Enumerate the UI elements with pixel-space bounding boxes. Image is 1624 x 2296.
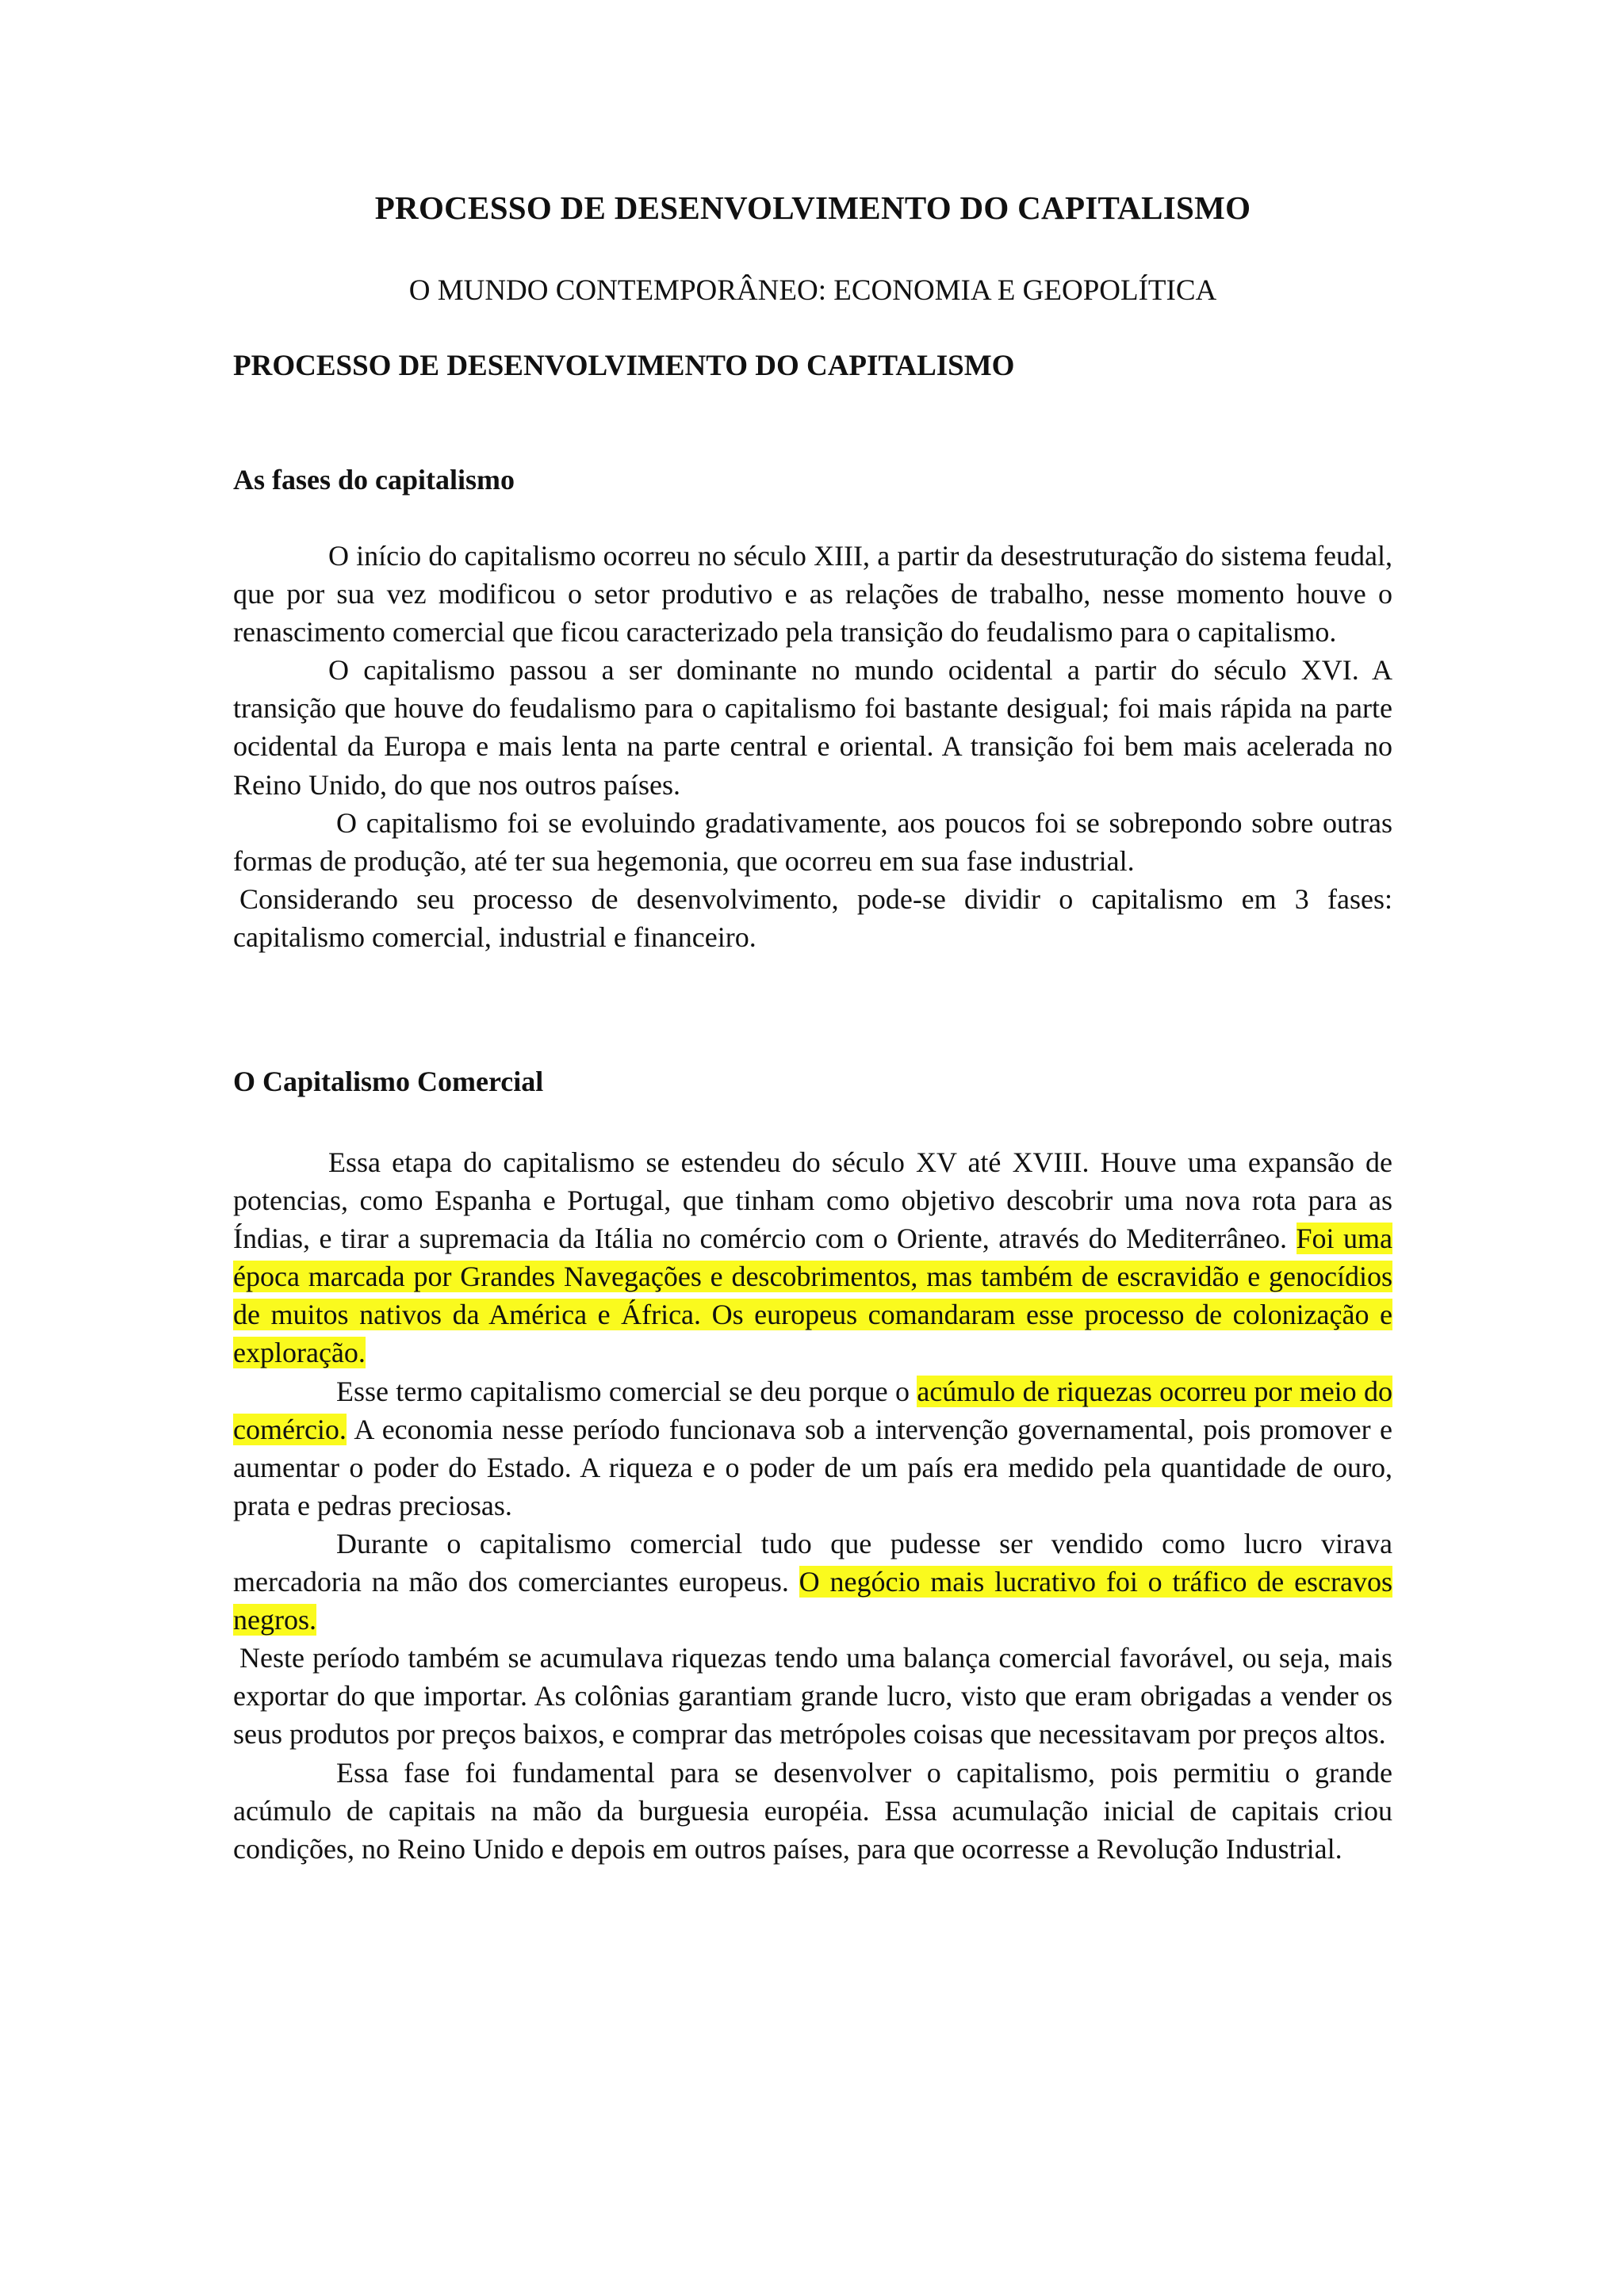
comercial-p2-text-b: A economia nesse período funcionava sob a intervenção governamental, pois promover e aumentar o poder do Estado. A riqueza e o poder de um país era medido pela quantidade de ouro, prata e pedras preciosas. [233, 1413, 1392, 1521]
highlight-navegacoes: Foi uma época marcada por Grandes Navegações e descobrimentos, mas também de escravidão e genocídios de muitos nativos da América e África. Os europeus comandaram esse processo de colonização e exploração. [233, 1223, 1392, 1369]
comercial-p3-text: Durante o capitalismo comercial tudo que pudesse ser vendido como lucro virava mercadoria na mão dos comerciantes europeus. [233, 1527, 1392, 1598]
comercial-paragraph-3 [233, 1525, 1392, 1639]
fases-paragraph-4: Considerando seu processo de desenvolvimento, pode-se dividir o capitalismo em 3 fases: capitalismo comercial, industrial e financeiro. [233, 882, 1392, 953]
heading-fases: As fases do capitalismo [233, 464, 515, 496]
heading-comercial: O Capitalismo Comercial [233, 1066, 544, 1097]
comercial-p2-text-a: Esse termo capitalismo comercial se deu porque o [336, 1375, 917, 1407]
highlight-trafico: O negócio mais lucrativo foi o tráfico de escravos negros. [233, 1566, 1393, 1636]
comercial-p1-text: Essa etapa do capitalismo se estendeu do século XV até XVIII. Houve uma expansão de potencias, como Espanha e Portugal, que tinham como objetivo descobrir uma nova rota para as Índias, e tirar a supremacia da Itália no comércio com o Oriente, através do Mediterrâneo. [233, 1146, 1392, 1255]
comercial-paragraph-1 [233, 1143, 1392, 1372]
document-title: PROCESSO DE DESENVOLVIMENTO DO CAPITALISMO [374, 189, 1251, 226]
comercial-body [233, 1143, 1392, 1868]
comercial-paragraph-2 [233, 1372, 1392, 1525]
fases-paragraph-3: O capitalismo foi se evoluindo gradativamente, aos poucos foi se sobrepondo sobre outras formas de produção, até ter sua hegemonia, que ocorreu em sua fase industrial. [233, 806, 1392, 877]
fases-paragraph-1: O início do capitalismo ocorreu no século XIII, a partir da desestruturação do sistema feudal, que por sua vez modificou o setor produtivo e as relações de trabalho, nesse momento houve o renascimento comercial que ficou caracterizado pela transição do feudalismo para o capitalismo. [233, 540, 1392, 649]
fases-body [233, 537, 1392, 956]
section-title: PROCESSO DE DESENVOLVIMENTO DO CAPITALISMO [233, 350, 1015, 382]
highlight-acumulo: acúmulo de riquezas ocorreu por meio do comércio. [233, 1375, 1393, 1445]
comercial-paragraph-5: Essa fase foi fundamental para se desenvolver o capitalismo, pois permitiu o grande acúmulo de capitais na mão da burguesia européia. Essa acumulação inicial de capitais criou condições, no Reino Unido e depois em outros países, para que ocorresse a Revolução Industrial. [233, 1756, 1392, 1865]
fases-paragraph-2: O capitalismo passou a ser dominante no mundo ocidental a partir do século XVI. A transição que houve do feudalismo para o capitalismo foi bastante desigual; foi mais rápida na parte ocidental da Europa e mais lenta na parte central e oriental. A transição foi bem mais acelerada no Reino Unido, do que nos outros países. [233, 654, 1392, 801]
document-subtitle: O MUNDO CONTEMPORÂNEO: ECONOMIA E GEOPOLÍTICA [408, 274, 1217, 307]
comercial-paragraph-4: Neste período também se acumulava riquezas tendo uma balança comercial favorável, ou seja, mais exportar do que importar. As colônias garantiam grande lucro, visto que eram obrigadas a vender os seus produtos por preços baixos, e comprar das metrópoles coisas que necessitavam por preços altos. [233, 1642, 1392, 1751]
